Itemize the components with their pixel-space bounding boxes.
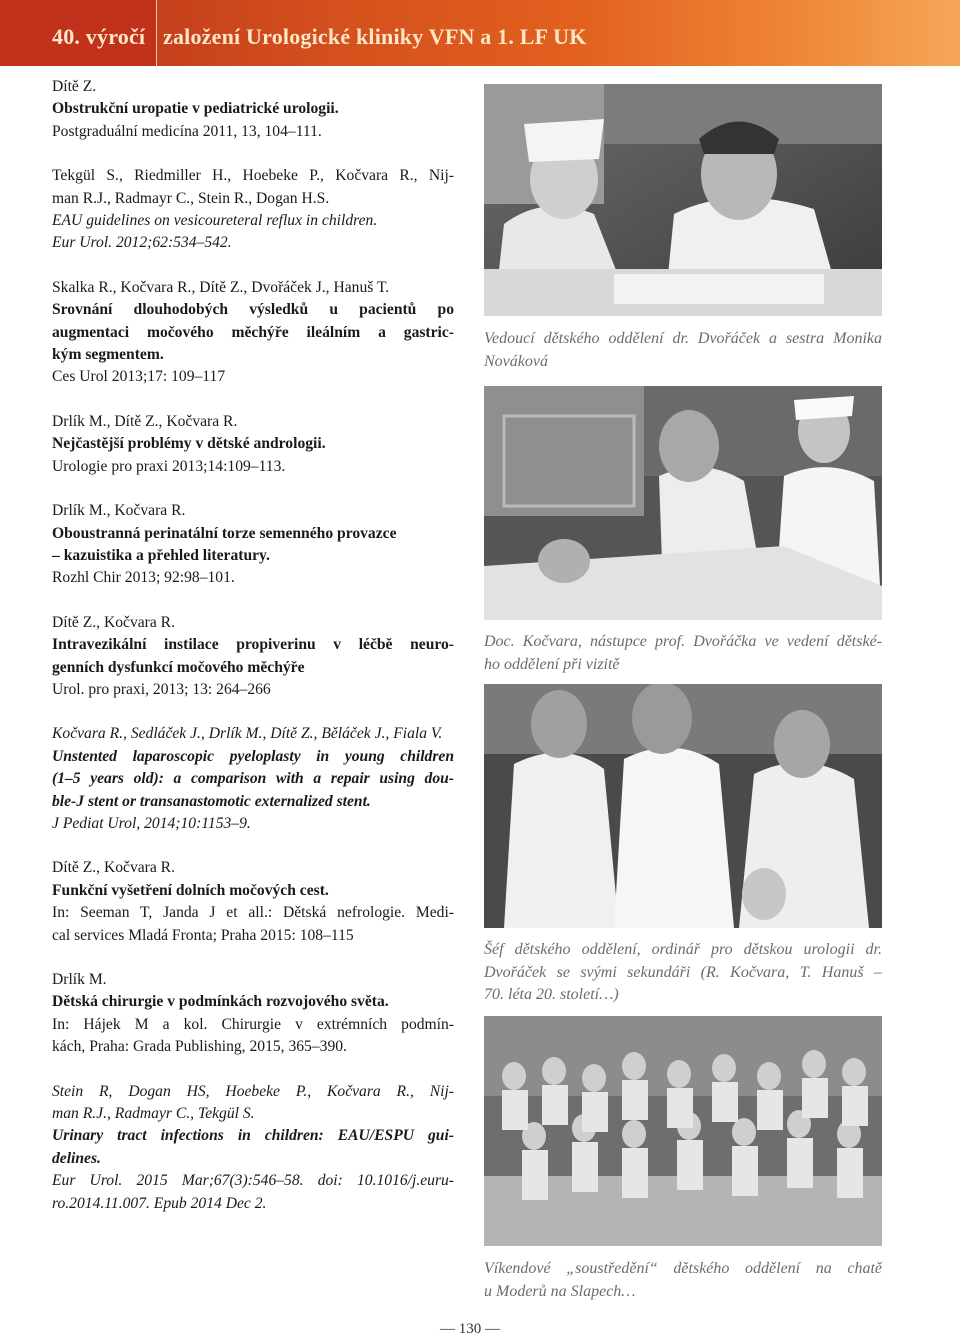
reference-item: [52, 857, 454, 947]
caption-line: Nováková: [484, 352, 548, 370]
reference-item: [52, 411, 454, 478]
reference-title: Funkční vyšetření dolních močových cest.: [52, 881, 329, 899]
reference-item: [52, 1081, 454, 1215]
reference-title: Oboustranná perinatální torze semenného provazce: [52, 524, 397, 542]
reference-title: genních dysfunkcí močového měchýře: [52, 658, 305, 676]
reference-title: Nejčastější problémy v dětské andrologii.: [52, 435, 326, 453]
caption-line: 70. léta 20. století…): [484, 986, 619, 1003]
photo-department-head-with-residents: [484, 684, 882, 928]
caption-line: Doc. Kočvara, nástupce prof. Dvořáčka ve vedení dětské-: [484, 633, 882, 650]
caption-line: Vedoucí dětského oddělení dr. Dvořáček a sestra Monika: [484, 330, 882, 347]
reference-authors: Kočvara R., Sedláček J., Drlík M., Dítě Z., Běláček J., Fiala V.: [52, 725, 443, 743]
reference-authors: Stein R, Dogan HS, Hoebeke P., Kočvara R., Nij-: [52, 1082, 454, 1100]
reference-title: Obstrukční uropatie v pediatrické urologii.: [52, 100, 339, 118]
reference-authors: Drlík M., Dítě Z., Kočvara R.: [52, 412, 238, 430]
reference-title: Dětská chirurgie v podmínkách rozvojového světa.: [52, 993, 389, 1011]
page-number: — 130 —: [440, 1321, 500, 1338]
anniversary-label: 40. výročí: [52, 24, 146, 49]
reference-source: Urologie pro praxi 2013;14:109–113.: [52, 457, 286, 475]
caption-line: ho oddělení při vizitě: [484, 655, 620, 673]
reference-title: Intravezikální instilace propiverinu v léčbě neuro-: [52, 636, 454, 654]
reference-source: Eur Urol. 2015 Mar;67(3):546–58. doi: 10.1016/j.euru-: [52, 1172, 454, 1190]
reference-authors: man R.J., Radmayr C., Stein R., Dogan H.S.: [52, 189, 330, 207]
reference-item: [52, 76, 454, 143]
reference-source: Rozhl Chir 2013; 92:98–101.: [52, 569, 235, 587]
reference-source: kách, Praha: Grada Publishing, 2015, 365–390.: [52, 1038, 347, 1056]
reference-authors: Skalka R., Kočvara R., Dítě Z., Dvořáček J., Hanuš T.: [52, 278, 390, 296]
reference-authors: Dítě Z., Kočvara R.: [52, 859, 175, 877]
reference-title: ble-J stent or transanastomotic externalized stent.: [52, 792, 371, 810]
reference-title: augmentaci močového měchýře ileálním a gastric-: [52, 323, 454, 341]
caption-line: Šéf dětského oddělení, ordinář pro dětskou urologii dr.: [484, 941, 882, 958]
reference-source: Eur Urol. 2012;62:534–542.: [52, 234, 232, 252]
reference-item: [52, 969, 454, 1059]
reference-title: delines.: [52, 1149, 101, 1167]
reference-title: Srovnání dlouhodobých výsledků u pacientů po: [52, 301, 454, 319]
reference-source: Ces Urol 2013;17: 109–117: [52, 368, 226, 386]
photo-weekend-group: [484, 1016, 882, 1246]
anniversary-label-box: [0, 0, 157, 66]
reference-authors: Drlík M., Kočvara R.: [52, 502, 186, 520]
reference-source: ro.2014.11.007. Epub 2014 Dec 2.: [52, 1194, 267, 1212]
reference-list: [52, 76, 454, 1237]
page-header: [0, 0, 960, 66]
reference-item: [52, 500, 454, 590]
caption-line: Víkendové „soustředění“ dětského oddělení na chatě: [484, 1260, 882, 1277]
reference-title: (1–5 years old): a comparison with a repair using dou-: [52, 770, 454, 788]
caption-department-head: [484, 939, 882, 1007]
reference-authors: Dítě Z., Kočvara R.: [52, 613, 175, 631]
reference-item: [52, 165, 454, 255]
reference-title: – kazuistika a přehled literatury.: [52, 546, 270, 564]
reference-item: [52, 723, 454, 835]
photo-doctor-and-nurse: [484, 84, 882, 316]
photo-ward-round-image: [484, 386, 882, 620]
reference-title: Unstented laparoscopic pyeloplasty in young children: [52, 747, 454, 765]
reference-item: [52, 612, 454, 702]
reference-authors: Drlík M.: [52, 971, 107, 988]
reference-source: J Pediat Urol, 2014;10:1153–9.: [52, 814, 251, 832]
caption-line: Dvořáček se svými sekundáři (R. Kočvara, T. Hanuš –: [484, 963, 882, 981]
photo-weekend-group-image: [484, 1016, 882, 1246]
reference-source: Urol. pro praxi, 2013; 13: 264–266: [52, 680, 271, 698]
caption-ward-round: [484, 631, 882, 676]
photo-doctor-and-nurse-image: [484, 84, 882, 316]
reference-source: In: Seeman T, Janda J et all.: Dětská nefrologie. Medi-: [52, 904, 454, 922]
photo-ward-round: [484, 386, 882, 620]
reference-authors: Tekgül S., Riedmiller H., Hoebeke P., Kočvara R., Nij-: [52, 167, 454, 185]
reference-source: Postgraduální medicína 2011, 13, 104–111.: [52, 122, 322, 140]
caption-weekend-group: [484, 1258, 882, 1303]
reference-source: cal services Mladá Fronta; Praha 2015: 108–115: [52, 926, 354, 944]
caption-line: u Moderů na Slapech…: [484, 1282, 636, 1300]
reference-source: In: Hájek M a kol. Chirurgie v extrémních podmín-: [52, 1015, 454, 1033]
reference-authors: Dítě Z.: [52, 78, 97, 95]
reference-title: EAU guidelines on vesicoureteral reflux in children.: [52, 212, 378, 230]
reference-item: [52, 277, 454, 389]
reference-title: Urinary tract infections in children: EAU/ESPU gui-: [52, 1127, 454, 1145]
reference-authors: man R.J., Radmayr C., Tekgül S.: [52, 1105, 255, 1123]
reference-title: kým segmentem.: [52, 346, 164, 364]
photo-department-head-image: [484, 684, 882, 928]
caption-doctor-and-nurse: [484, 328, 882, 373]
header-title: založení Urologické kliniky VFN a 1. LF UK: [163, 24, 587, 49]
